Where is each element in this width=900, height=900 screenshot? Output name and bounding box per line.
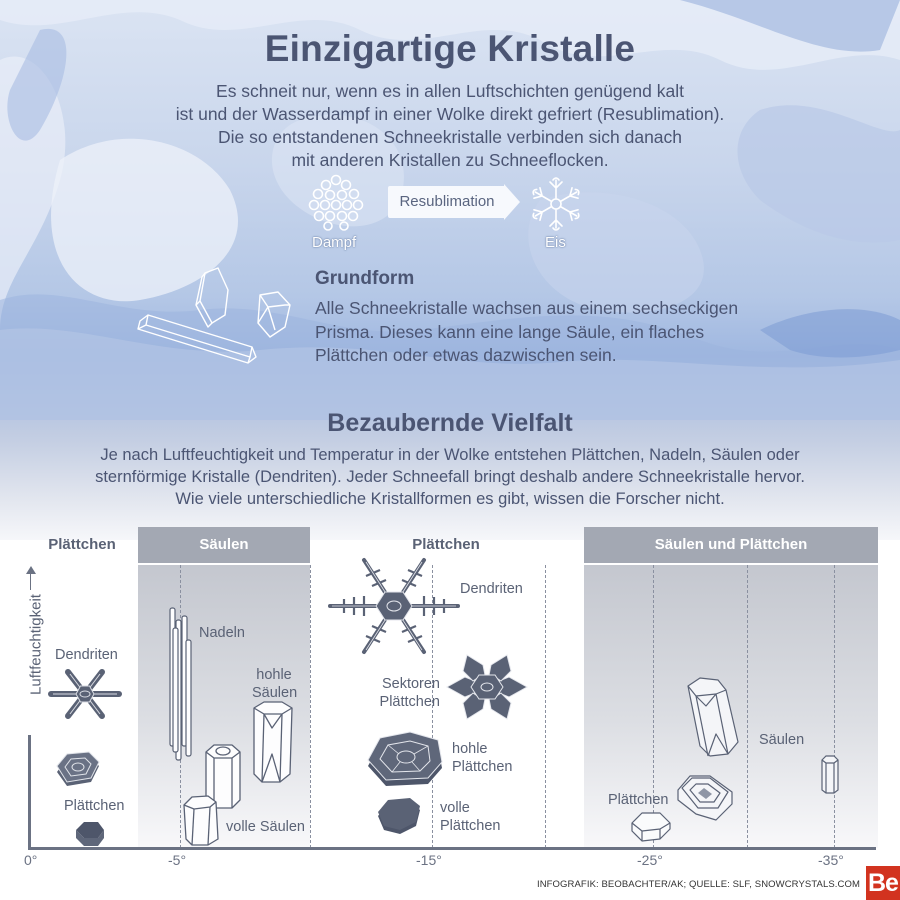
solid-plate-large-crystal-icon xyxy=(376,800,424,838)
gridline xyxy=(834,565,835,848)
grundform-line: Alle Schneekristalle wachsen aus einem sechseckigen xyxy=(315,298,739,318)
label-sektoren-plaettchen xyxy=(378,675,440,711)
x-tick: -5° xyxy=(168,852,187,868)
dendrite-crystal-icon xyxy=(46,668,124,720)
gridline xyxy=(545,565,546,848)
dampf-label: Dampf xyxy=(312,234,357,251)
label-line: Sektoren xyxy=(381,676,440,692)
section-text xyxy=(20,444,880,510)
hollow-column-crystal-icon xyxy=(250,702,294,784)
label-dendriten-2: Dendriten xyxy=(460,581,523,597)
gridline xyxy=(310,565,311,848)
x-tick: -25° xyxy=(637,852,663,868)
label-line: Plättchen xyxy=(379,694,440,710)
band-saeulen-und-plaettchen: Säulen und Plättchen xyxy=(584,527,878,563)
label-plaettchen-2: Plättchen xyxy=(608,792,669,808)
solid-plate-crystal-icon xyxy=(74,820,106,848)
small-column-crystal-icon xyxy=(820,756,840,794)
page-title: Einzigartige Kristalle xyxy=(264,28,636,69)
x-tick: 0° xyxy=(24,852,38,868)
y-axis-label: Luftfeuchtigkeit xyxy=(27,594,45,695)
section-line: sternförmige Kristalle (Dendriten). Jeder Schneefall bringt deshalb andere Schneekristalle hervor. xyxy=(95,468,805,486)
credit-line: INFOGRAFIK: BEOBACHTER/AK; QUELLE: SLF, SNOWCRYSTALS.COM xyxy=(536,879,860,890)
snowflake-icon xyxy=(528,176,584,232)
grundform-line: Prisma. Dieses kann eine lange Säule, ein flaches xyxy=(315,321,705,342)
hollow-column-tilted-crystal-icon xyxy=(682,676,740,762)
label-saeulen: Säulen xyxy=(759,732,805,748)
label-hohle-plaettchen xyxy=(452,740,512,776)
sector-plate-crystal-icon xyxy=(444,653,530,721)
label-volle-saeulen: volle Säulen xyxy=(226,819,305,835)
hollow-plate-crystal-icon xyxy=(53,752,101,792)
solid-column-crystal-icon xyxy=(182,795,220,847)
label-line: volle xyxy=(440,800,470,816)
arrow-head-icon xyxy=(504,184,520,220)
label-hohle-saeulen xyxy=(252,666,296,702)
label-line: Plättchen xyxy=(440,818,501,834)
intro-line: Es schneit nur, wenn es in allen Luftschichten genügend kalt xyxy=(216,81,684,101)
intro-line: Die so entstandenen Schneekristalle verbinden sich danach xyxy=(217,127,683,147)
hexagonal-prism-illustration xyxy=(130,265,300,375)
section-line: Je nach Luftfeuchtigkeit und Temperatur in der Wolke entstehen Plättchen, Nadeln, Säulen oder xyxy=(100,446,800,464)
y-axis xyxy=(28,735,31,850)
label-plaettchen-1: Plättchen xyxy=(64,798,125,814)
label-line: Plättchen xyxy=(452,759,513,775)
plate-outline-crystal-icon xyxy=(630,811,672,843)
intro-text xyxy=(100,80,800,172)
label-line: hohle xyxy=(452,741,488,757)
label-line: hohle xyxy=(256,667,292,683)
beobachter-logo: Be xyxy=(866,866,900,900)
large-dendrite-crystal-icon xyxy=(326,556,462,656)
eis-label: Eis xyxy=(545,234,566,251)
grundform-title: Grundform xyxy=(315,268,415,289)
label-volle-plaettchen xyxy=(440,799,500,835)
resublimation-label: Resublimation xyxy=(399,193,495,210)
x-axis xyxy=(28,847,876,850)
band-saeulen: Säulen xyxy=(138,527,310,563)
label-line: Säulen xyxy=(252,685,298,701)
grundform-text xyxy=(315,297,795,368)
hollow-plate-large-crystal-icon xyxy=(366,732,446,788)
vapor-molecules-icon xyxy=(308,175,364,231)
grundform-line: Plättchen oder etwas dazwischen sein. xyxy=(315,345,617,365)
gridline xyxy=(747,565,748,848)
label-dendriten-1: Dendriten xyxy=(55,647,118,663)
intro-line: ist und der Wasserdampf in einer Wolke direkt gefriert (Resublimation). xyxy=(175,104,725,124)
intro-line: mit anderen Kristallen zu Schneeflocken. xyxy=(291,150,609,170)
hollow-plate-outline-crystal-icon xyxy=(676,774,736,822)
label-nadeln: Nadeln xyxy=(199,625,245,641)
band-plaettchen-1: Plättchen xyxy=(48,536,116,553)
section-line: Wie viele unterschiedliche Kristallformen es gibt, wissen die Forscher nicht. xyxy=(175,490,725,508)
band-plaettchen-2: Plättchen xyxy=(412,536,480,553)
needle-crystals-icon xyxy=(166,606,198,762)
x-tick: -15° xyxy=(416,852,442,868)
x-tick: -35° xyxy=(818,852,844,868)
section-title: Bezaubernde Vielfalt xyxy=(327,409,573,437)
